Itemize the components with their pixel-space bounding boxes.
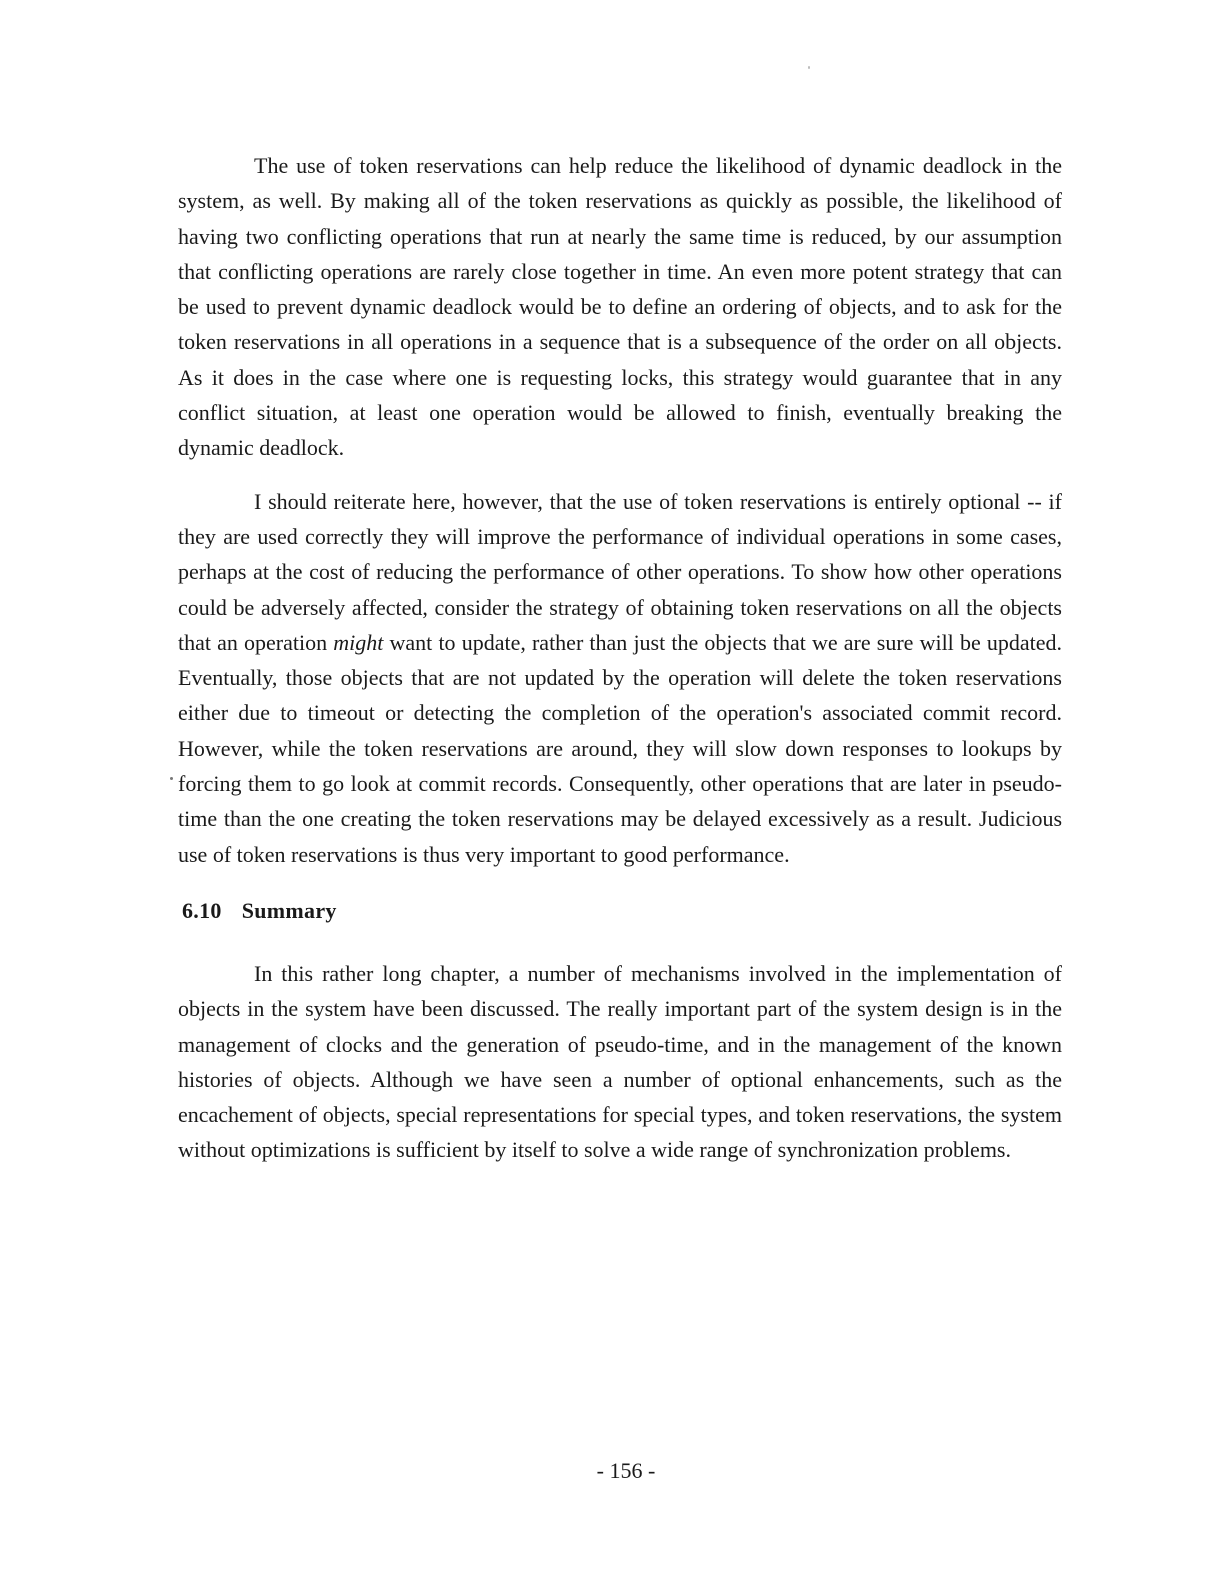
scan-speck-top: [808, 66, 810, 69]
section-title: Summary: [241, 897, 337, 923]
page-body: [178, 148, 1062, 1168]
paragraph-dynamic-deadlock: The use of token reservations can help reduce the likelihood of dynamic deadlock in the system, as well. By making all of the token reservations as quickly as possible, the likelihood of having two conflicting operations that run at nearly the same time is reduced, by our assumption that conflicting operations are rarely close together in time. An even more potent strategy that can be used to prevent dynamic deadlock would be to define an ordering of objects, and to ask for the token reservations in all operations in a sequence that is a subsequence of the order on all objects. As it does in the case where one is requesting locks, this strategy would guarantee that in any conflict situation, at least one operation would be allowed to finish, eventually breaking the dynamic deadlock.: [178, 153, 1062, 461]
emphasized-word-might: might: [333, 629, 384, 655]
page-number: - 156 -: [596, 1458, 656, 1483]
section-heading-summary: [182, 896, 1062, 926]
section-number: 6.10: [182, 897, 222, 923]
paragraph-text-part-1: I should reiterate here, however, that the use of token reservations is entirely optional -- if they are used correctly they will improve the performance of individual operations in some cases, perhaps at the cost of reducing the performance of other operations. To show how other operations could be adversely affected, consider the strategy of obtaining token reservations on all the objects that an operation: [178, 488, 1062, 655]
paragraph-summary: In this rather long chapter, a number of mechanisms involved in the implementation of objects in the system have been discussed. The really important part of the system design is in the management of clocks and the generation of pseudo-time, and in the management of the known histories of objects. Although we have seen a number of optional enhancements, such as the encachement of objects, special representations for special types, and token reservations, the system without optimizations is sufficient by itself to solve a wide range of synchronization problems.: [178, 960, 1062, 1163]
scan-speck-left: [170, 777, 173, 780]
paragraph-text-part-2: want to update, rather than just the objects that we are sure will be updated. Eventually, those objects that are not updated by the operation will delete the token reservations either due to timeout or detecting the completion of the operation's associated commit record. However, while the token reservations are around, they will slow down responses to lookups by forcing them to go look at commit records. Consequently, other operations that are later in pseudo-time than the one creating the token reservations may be delayed excessively as a result. Judicious use of token reservations is thus very important to good performance.: [178, 629, 1062, 867]
paragraph-token-reservations-optional: [178, 484, 1062, 872]
